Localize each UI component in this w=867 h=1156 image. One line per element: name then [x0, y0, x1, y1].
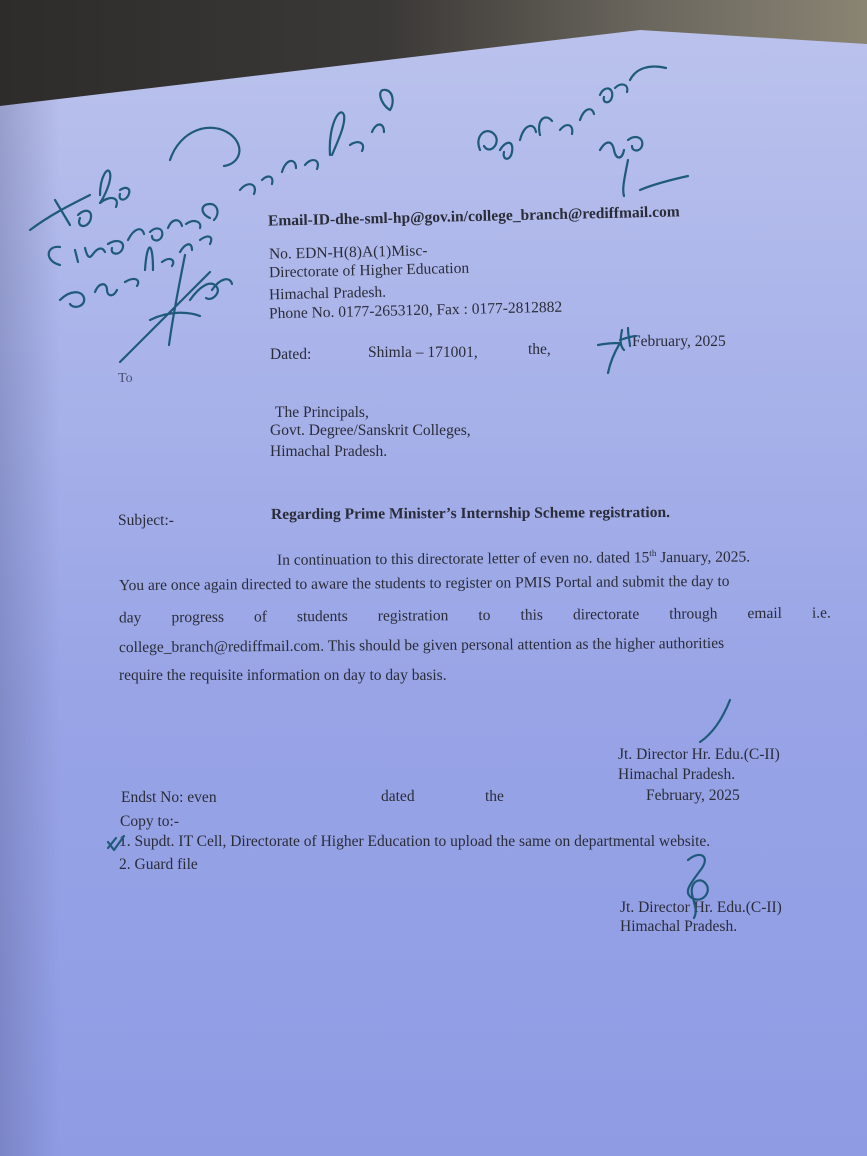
signatory2-title: Jt. Director Hr. Edu.(C-II) — [620, 899, 782, 916]
body-line1-sup: th — [649, 548, 657, 559]
to-label: To — [118, 371, 133, 386]
body-word: progress — [171, 608, 225, 627]
addressee-line1: The Principals, — [275, 404, 369, 421]
phone-fax: Phone No. 0177-2653120, Fax : 0177-2812882 — [268, 298, 563, 323]
marking-signature-top — [478, 67, 688, 197]
body-word: i.e. — [811, 604, 831, 622]
body-word: registration — [377, 607, 449, 625]
place: Shimla – 171001, — [368, 344, 478, 361]
body-word: through — [669, 605, 718, 623]
subject-label: Subject:- — [118, 512, 174, 529]
body-word: this — [520, 606, 543, 624]
the-label: the, — [528, 341, 551, 358]
letter-date: February, 2025 — [632, 333, 726, 350]
addressee-line2: Govt. Degree/Sanskrit Colleges, — [270, 422, 471, 439]
signature-stroke-1 — [700, 700, 730, 742]
margin-initials — [120, 255, 232, 362]
copy-to-label: Copy to:- — [120, 813, 179, 830]
body-word: of — [253, 608, 267, 626]
office-state: Himachal Pradesh. — [268, 283, 387, 304]
body-word: directorate — [572, 605, 640, 624]
signature-2 — [688, 855, 708, 918]
tick-mark — [108, 836, 124, 850]
dated-label: Dated: — [270, 346, 312, 363]
endorsement-number: Endst No: even — [121, 789, 217, 806]
signatory-title: Jt. Director Hr. Edu.(C-II) — [618, 746, 780, 763]
body-line2: You are once again directed to aware the students to register on PMIS Portal and submit the day to — [118, 572, 730, 595]
body-word: email — [747, 604, 782, 623]
copy-item-2: 2. Guard file — [119, 856, 198, 873]
email-line: Email-ID-dhe-sml-hp@gov.in/college_branch@rediffmail.com — [267, 203, 680, 230]
date-insert-7th — [598, 328, 636, 373]
body-line4: college_branch@rediffmail.com. This should be given personal attention as the higher authorities — [118, 634, 725, 657]
endorsement-the: the — [485, 788, 504, 805]
copy-item-1: 1. Supdt. IT Cell, Directorate of Higher Education to upload the same on departmental website. — [119, 833, 711, 850]
reference-number: No. EDN-H(8)A(1)Misc- — [268, 242, 428, 263]
body-line1-text: In continuation to this directorate letter of even no. dated 15 — [276, 549, 650, 569]
signatory-state: Himachal Pradesh. — [618, 766, 736, 783]
body-word: students — [296, 607, 348, 626]
endorsement-dated: dated — [381, 788, 415, 805]
body-word: to — [478, 606, 491, 624]
body-line5: require the requisite information on day to day basis. — [119, 667, 447, 684]
office-name: Directorate of Higher Education — [268, 259, 470, 282]
body-line1-end: January, 2025. — [656, 548, 751, 567]
handwritten-note — [30, 90, 393, 307]
subject-text: Regarding Prime Minister’s Internship Scheme registration. — [270, 503, 670, 524]
endorsement-date: February, 2025 — [646, 787, 740, 804]
body-word: day — [118, 609, 142, 627]
addressee-line3: Himachal Pradesh. — [270, 443, 388, 460]
signatory2-state: Himachal Pradesh. — [620, 918, 738, 935]
